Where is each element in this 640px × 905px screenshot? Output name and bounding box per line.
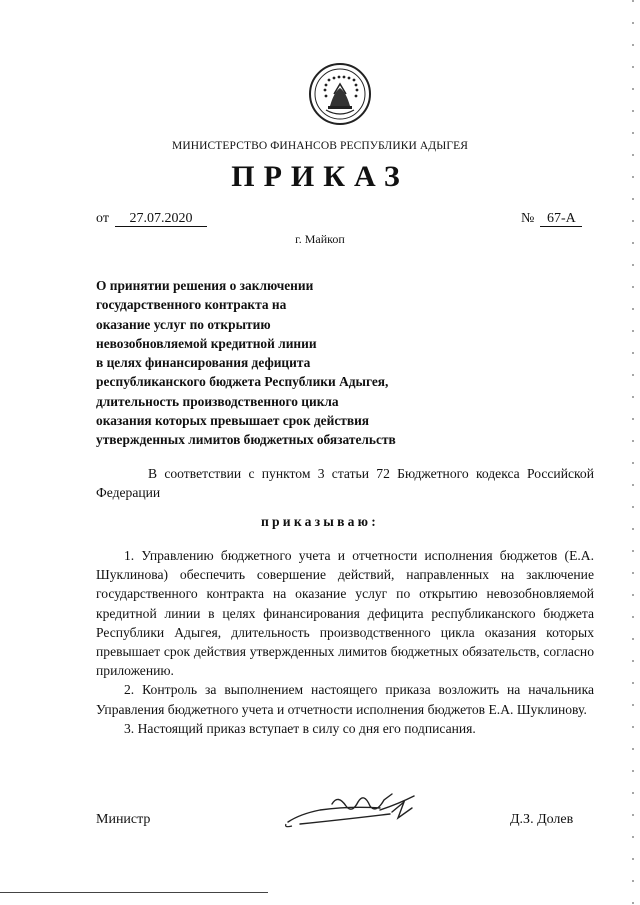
subject-line: О принятии решения о заключении (96, 278, 314, 293)
order-date (96, 211, 207, 227)
footer-divider (0, 892, 268, 893)
document-title: ПРИКАЗ (231, 160, 409, 193)
subject-line: в целях финансирования дефицита (96, 355, 311, 371)
subject-line: невозобновляемой кредитной линии (96, 335, 317, 351)
order-item: 3. Настоящий приказ вступает в силу со дня его подписания. (124, 720, 476, 736)
date-prefix: от (96, 211, 109, 226)
order-item: 1. Управлению бюджетного учета и отчетности исполнения бюджетов (Е.А. Шуклинова) обеспечить совершение действий, направленных на заключение государственного контракта на оказание услуг по открытию невозобновляемой кредитной линии в целях финансирования дефицита республиканского бюджета Республики Адыгея, длительность производственного цикла оказания которых превышает срок действия утвержденных лимитов бюджетных обязательств, согласно приложению. (96, 548, 594, 679)
order-item: 2. Контроль за выполнением настоящего приказа возложить на начальника Управления бюджетного учета и отчетности исполнения бюджетов Е.А. Шуклинову. (96, 682, 594, 717)
subject-line: оказания которых превышает срок действия (96, 413, 370, 429)
legal-basis-paragraph: В соответствии с пунктом 3 статьи 72 Бюджетного кодекса Российской Федерации (96, 466, 594, 501)
subject-line: государственного контракта на (96, 297, 287, 313)
subject-line: республиканского бюджета Республики Адыгея, (96, 374, 389, 390)
subject-line: утвержденных лимитов бюджетных обязательств (96, 432, 396, 448)
order-number (521, 211, 582, 227)
scan-edge-marks (632, 0, 634, 905)
order-directive: приказываю: (261, 514, 379, 529)
date-value: 27.07.2020 (115, 211, 207, 227)
subject-line: длительность производственного цикла (96, 393, 339, 409)
number-value: 67-А (540, 211, 582, 227)
subject-line: оказание услуг по открытию (96, 316, 271, 332)
handwritten-signature (280, 784, 430, 834)
signer-position: Министр (96, 812, 151, 827)
city: г. Майкоп (295, 232, 345, 246)
republic-emblem-icon (308, 62, 372, 126)
order-items (96, 546, 594, 738)
number-prefix: № (521, 211, 535, 226)
ministry-name: МИНИСТЕРСТВО ФИНАНСОВ РЕСПУБЛИКИ АДЫГЕЯ (172, 140, 468, 152)
order-subject (96, 276, 396, 450)
signer-name: Д.З. Долев (510, 812, 574, 827)
